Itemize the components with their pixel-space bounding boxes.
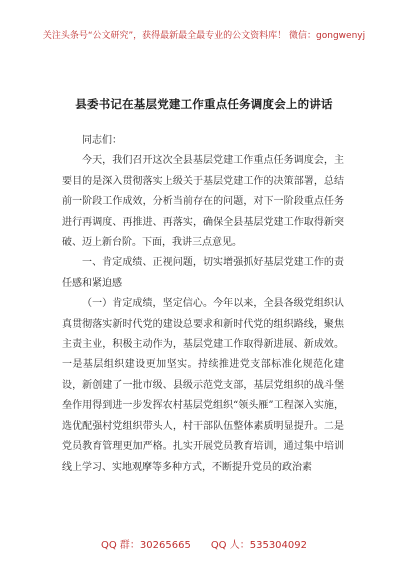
footer-qq-person: QQ 人：535304092 <box>210 540 307 551</box>
paragraph-intro: 今天，我们召开这次全县基层党建工作重点任务调度会，主要目的是深入贯彻落实上级关于基层党建工作的决策部署，总结前一阶段工作成效，分析当前存在的问题，对下一阶段重点任务进行再调度、再推进、再落实，确保全县基层党建工作取得新突破、迈上新台阶。下面，我讲三点意见。 <box>62 155 344 249</box>
document-body <box>62 131 344 478</box>
footer-contact <box>0 536 408 551</box>
document-title: 县委书记在基层党建工作重点任务调度会上的讲话 <box>75 97 333 111</box>
promo-banner[interactable] <box>0 28 408 41</box>
promo-banner-link[interactable]: 关注头条号“公文研究”，获得最新最全最专业的公文资料库！ 微信：gongwenyj <box>42 31 366 41</box>
salutation: 同志们： <box>82 135 122 146</box>
section-heading-1: 一、肯定成绩、正视问题，切实增强抓好基层党建工作的责任感和紧迫感 <box>62 257 344 289</box>
paragraph-achievements: （一）肯定成绩，坚定信心。今年以来，全县各级党组织认真贯彻落实新时代党的建设总要求和新时代党的组织路线，聚焦主责主业，积极主动作为，基层党建工作取得新进展、新成效。一是基层组织建设更加坚实。持续推进党支部标准化规范化建设，新创建了一批市级、县级示范党支部，基层党组织的战斗堡垒作用得到进一步发挥农村基层党组织“领头雁”工程深入实施，选优配强村党组织带头人，村干部队伍整体素质明显提升。二是党员教育管理更加严格。扎实开展党员教育培训，通过集中培训线上学习、实地观摩等多种方式，不断提升党员的政治素 <box>62 298 344 473</box>
footer-qq-group: QQ 群：30265665 <box>100 540 191 551</box>
